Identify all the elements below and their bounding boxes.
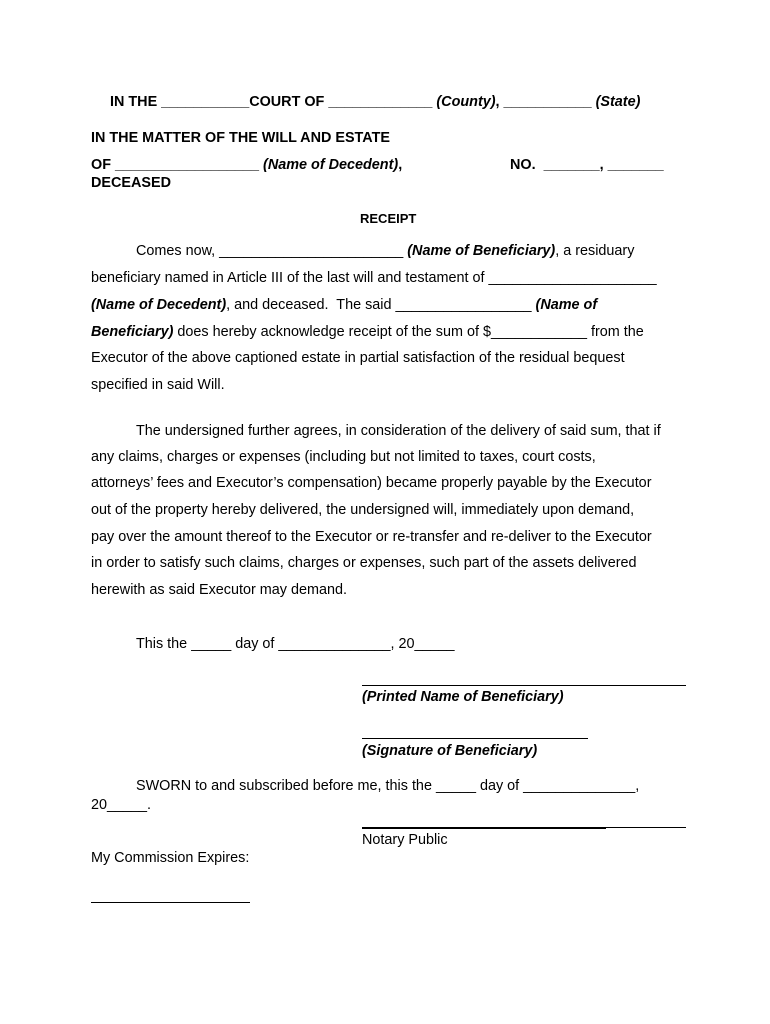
state-label: (State) [595, 94, 641, 110]
para1-line4 [91, 324, 644, 340]
para2-line: pay over the amount thereof to the Executor or re-transfer and re-deliver to the Executor [91, 529, 652, 545]
sworn-line1: SWORN to and subscribed before me, this the _____ day of ______________, [136, 778, 640, 794]
decedent-line [91, 157, 402, 173]
para2-line: The undersigned further agrees, in consideration of the delivery of said sum, that if [136, 423, 661, 439]
para1-line6: specified in said Will. [91, 377, 225, 393]
name-of-label: (Name of [535, 297, 598, 313]
printed-name-label: (Printed Name of Beneficiary) [362, 689, 564, 705]
decedent-label: (Name of Decedent) [263, 157, 399, 173]
of-text: OF __________________ [91, 157, 264, 173]
para2-line: any claims, charges or expenses (including but not limited to taxes, court costs, [91, 449, 596, 465]
state-blank: , ___________ [495, 94, 596, 110]
acknowledge-text: does hereby acknowledge receipt of the sum of $____________ from the [173, 324, 644, 340]
comes-now-text: Comes now, _______________________ [136, 243, 408, 259]
comma: , [398, 157, 403, 173]
court-of-text: IN THE ___________COURT OF _____________ [110, 94, 437, 110]
para2-line: attorneys’ fees and Executor’s compensation) became properly payable by the Executor [91, 475, 652, 491]
commission-label: My Commission Expires: [91, 850, 250, 866]
beneficiary-label-2: Beneficiary) [91, 324, 174, 340]
para1-line3 [91, 297, 597, 313]
para1-line2: beneficiary named in Article III of the last will and testament of _____________________ [91, 270, 657, 286]
notary-label: Notary Public [362, 832, 448, 848]
decedent-label-2: (Name of Decedent) [91, 297, 227, 313]
notary-line-overlay [362, 828, 606, 829]
para2-line: in order to satisfy such claims, charges or expenses, such part of the assets delivered [91, 555, 637, 571]
commission-line [91, 902, 250, 903]
matter-title: IN THE MATTER OF THE WILL AND ESTATE [91, 130, 390, 146]
para2-line: out of the property hereby delivered, the undersigned will, immediately upon demand, [91, 502, 635, 518]
signature-label: (Signature of Beneficiary) [362, 743, 538, 759]
para1-line1 [136, 243, 634, 259]
county-label: (County) [436, 94, 496, 110]
deceased-said-text: , and deceased. The said _________________ [226, 297, 536, 313]
deceased-label: DECEASED [91, 175, 171, 191]
case-number: NO. _______, _______ [510, 157, 664, 173]
para2-line: herewith as said Executor may demand. [91, 582, 347, 598]
printed-name-line [362, 685, 686, 686]
para1-line5: Executor of the above captioned estate in partial satisfaction of the residual bequest [91, 350, 625, 366]
residuary-text: , a residuary [555, 243, 635, 259]
receipt-title: RECEIPT [360, 211, 417, 226]
date-line: This the _____ day of ______________, 20_____ [136, 636, 455, 652]
beneficiary-label: (Name of Beneficiary) [407, 243, 556, 259]
signature-line [362, 738, 588, 739]
court-header [110, 94, 640, 110]
sworn-line2: 20_____. [91, 797, 152, 813]
